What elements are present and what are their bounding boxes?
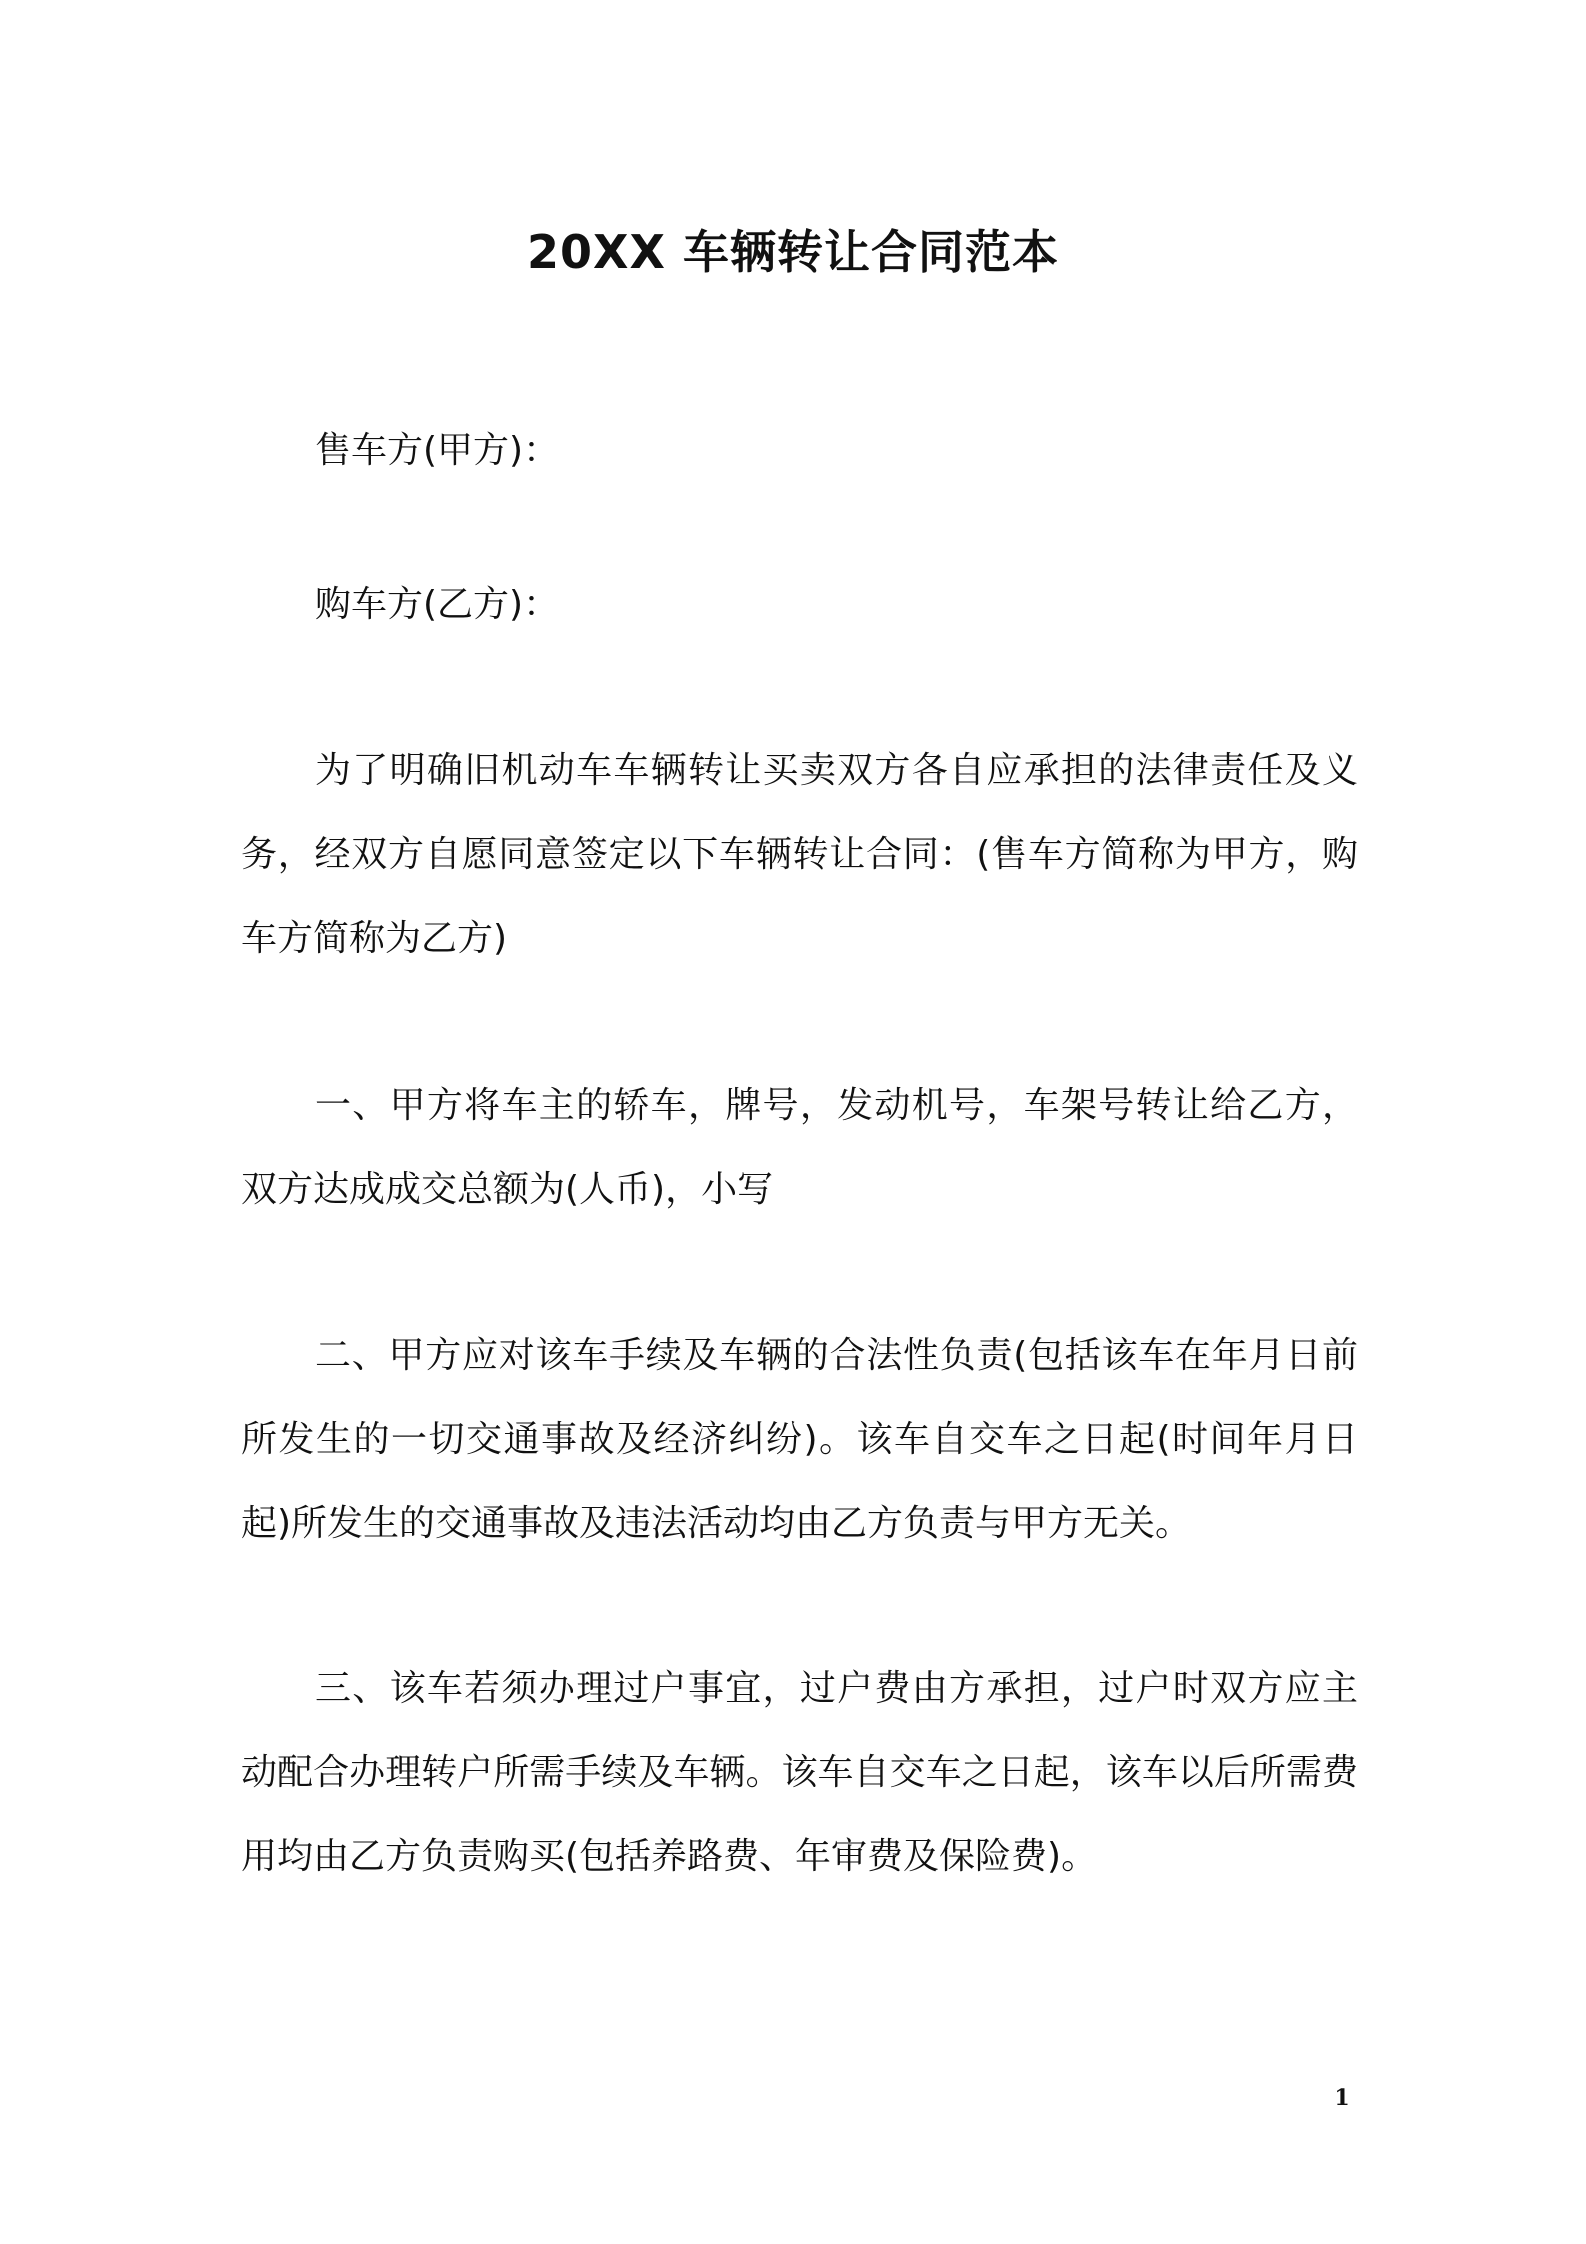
buyer-line: 购车方(乙方)： <box>315 584 560 625</box>
document-title: 20XX 车辆转让合同范本 <box>527 225 1059 279</box>
clause-1-paragraph: 一、甲方将车主的轿车，牌号，发动机号，车架号转让给乙方，双方达成成交总额为(人币)，小写 <box>241 1085 1358 1210</box>
clause-2-paragraph: 二、甲方应对该车手续及车辆的合法性负责(包括该车在年月日前所发生的一切交通事故及经济纠纷)。该车自交车之日起(时间年月日起)所发生的交通事故及违法活动均由乙方负责与甲方无关。 <box>241 1335 1358 1544</box>
preamble-paragraph: 为了明确旧机动车车辆转让买卖双方各自应承担的法律责任及义务，经双方自愿同意签定以下车辆转让合同：(售车方简称为甲方，购车方简称为乙方) <box>241 750 1358 959</box>
page-number: 1 <box>1334 2085 1350 2111</box>
clause-3-paragraph: 三、该车若须办理过户事宜，过户费由方承担，过户时双方应主动配合办理转户所需手续及车辆。该车自交车之日起，该车以后所需费用均由乙方负责购买(包括养路费、年审费及保险费)。 <box>241 1668 1358 1877</box>
seller-line: 售车方(甲方)： <box>315 430 560 471</box>
